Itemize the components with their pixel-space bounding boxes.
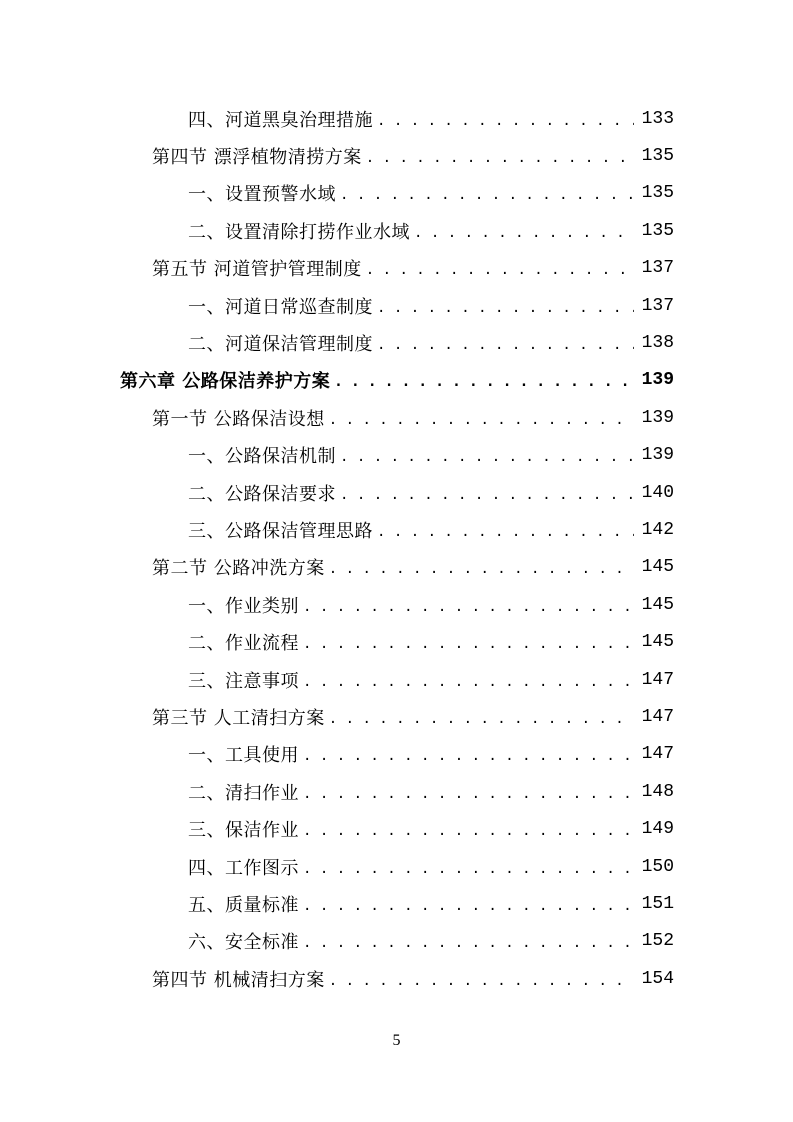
toc-dot-leader [303,824,634,838]
toc-dot-leader [303,899,634,913]
toc-entry-title: 四、河道黑臭治理措施 [188,109,373,131]
toc-dot-leader [377,338,634,352]
toc-entry[interactable] [0,100,793,137]
toc-entry-page: 142 [641,519,674,540]
toc-entry[interactable] [0,212,793,249]
toc-entry[interactable] [0,175,793,212]
toc-entry-page: 147 [641,706,674,727]
toc-entry[interactable] [0,324,793,361]
toc-entry-page: 137 [641,295,674,316]
toc-entry-page: 145 [641,557,674,578]
toc-entry-page: 135 [641,183,674,204]
toc-entry-title: 二、清扫作业 [188,782,299,804]
toc-entry-page: 148 [641,781,674,802]
toc-entry[interactable] [0,773,793,810]
toc-entry-title: 四、工作图示 [188,857,299,879]
toc-entry-title: 一、设置预警水域 [188,184,336,206]
toc-entry-title: 第四节 机械清扫方案 [152,969,325,991]
toc-entry-title: 一、河道日常巡查制度 [188,296,373,318]
toc-entry-title: 第五节 河道管护管理制度 [152,259,362,281]
page-number: 5 [392,1032,401,1049]
toc-entry-page: 135 [641,146,674,167]
toc-entry-title: 三、保洁作业 [188,820,299,842]
toc-entry[interactable] [0,623,793,660]
toc-entry-page: 154 [641,968,674,989]
toc-entry-page: 145 [641,632,674,653]
toc-entry[interactable] [0,399,793,436]
toc-dot-leader [303,637,634,651]
toc-entry-title: 第三节 人工清扫方案 [152,707,325,729]
toc-dot-leader [329,712,634,726]
toc-entry-title: 五、质量标准 [188,894,299,916]
toc-dot-leader [377,525,634,539]
toc-entry[interactable] [0,736,793,773]
toc-dot-leader [303,787,634,801]
toc-dot-leader [340,488,634,502]
toc-entry-page: 151 [641,893,674,914]
toc-dot-leader [366,263,634,277]
toc-entry[interactable] [0,848,793,885]
toc-entry-page: 140 [641,482,674,503]
toc-entry-page: 137 [641,258,674,279]
toc-dot-leader [303,862,634,876]
toc-entry-title: 第一节 公路保洁设想 [152,408,325,430]
toc-dot-leader [340,450,634,464]
toc-dot-leader [303,600,634,614]
toc-dot-leader [334,375,633,389]
toc-dot-leader [414,226,634,240]
toc-entry-title: 三、公路保洁管理思路 [188,520,373,542]
toc-entry[interactable] [0,960,793,997]
toc-entry-page: 150 [641,856,674,877]
toc-entry[interactable] [0,437,793,474]
toc-entry[interactable] [0,137,793,174]
toc-entry-title: 一、工具使用 [188,745,299,767]
toc-entry-title: 六、安全标准 [188,932,299,954]
toc-entry[interactable] [0,698,793,735]
toc-dot-leader [329,974,634,988]
toc-dot-leader [340,188,634,202]
toc-entry-title: 二、河道保洁管理制度 [188,334,373,356]
toc-dot-leader [377,114,634,128]
toc-entry[interactable] [0,511,793,548]
toc-entry[interactable] [0,923,793,960]
toc-entry-title: 一、公路保洁机制 [188,446,336,468]
toc-entry-page: 149 [641,819,674,840]
toc-dot-leader [329,562,634,576]
toc-entry[interactable] [0,885,793,922]
toc-dot-leader [303,675,634,689]
toc-chapter-entry[interactable] [0,362,793,399]
toc-entry[interactable] [0,474,793,511]
toc-entry-page: 152 [641,931,674,952]
table-of-contents [0,100,793,997]
toc-chapter-page: 139 [641,370,674,391]
toc-entry-title: 三、注意事项 [188,670,299,692]
toc-entry[interactable] [0,287,793,324]
toc-entry[interactable] [0,661,793,698]
toc-entry[interactable] [0,250,793,287]
toc-entry-page: 139 [641,407,674,428]
toc-entry-title: 第四节 漂浮植物清捞方案 [152,147,362,169]
toc-entry-page: 135 [641,220,674,241]
toc-entry-title: 第二节 公路冲洗方案 [152,558,325,580]
toc-entry-page: 138 [641,333,674,354]
toc-entry-page: 145 [641,594,674,615]
toc-entry-page: 147 [641,669,674,690]
toc-dot-leader [303,936,634,950]
toc-entry[interactable] [0,549,793,586]
toc-dot-leader [366,151,634,165]
toc-entry-page: 139 [641,445,674,466]
toc-entry[interactable] [0,810,793,847]
toc-entry-title: 二、作业流程 [188,633,299,655]
toc-entry[interactable] [0,586,793,623]
toc-entry-title: 二、设置清除打捞作业水域 [188,221,410,243]
toc-dot-leader [329,413,634,427]
toc-dot-leader [377,301,634,315]
toc-entry-title: 一、作业类别 [188,595,299,617]
toc-entry-title: 二、公路保洁要求 [188,483,336,505]
toc-chapter-title: 第六章 公路保洁养护方案 [120,371,331,393]
toc-entry-page: 133 [641,108,674,129]
toc-dot-leader [303,749,634,763]
toc-entry-page: 147 [641,744,674,765]
